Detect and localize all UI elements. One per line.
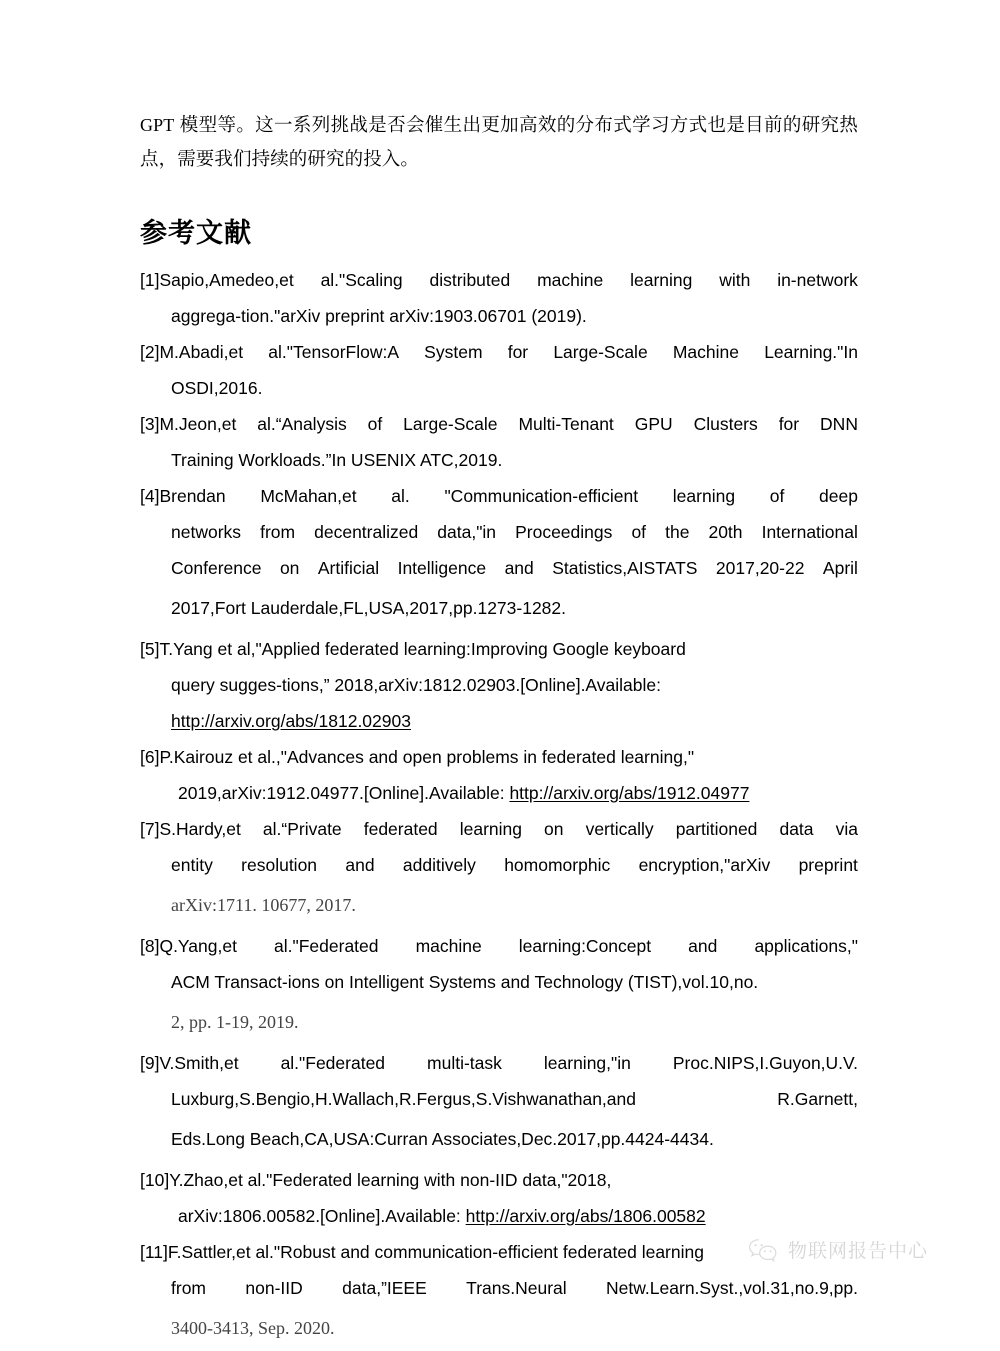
reference-text: and <box>688 936 718 956</box>
reference-text: al. <box>391 486 410 506</box>
reference-text: al."Robust <box>250 1242 336 1262</box>
reference-item <box>140 1045 858 1162</box>
reference-text: Trans.Neural <box>466 1278 567 1298</box>
reference-item <box>140 739 858 811</box>
page-content <box>140 108 858 1351</box>
reference-text: with <box>719 270 751 290</box>
reference-text: [4]Brendan <box>140 486 226 506</box>
reference-text: R.Garnett, <box>777 1089 858 1109</box>
reference-text: in <box>518 747 538 767</box>
intro-paragraph <box>140 108 858 176</box>
reference-text: machine <box>537 270 604 290</box>
reference-url-link[interactable]: http://arxiv.org/abs/1806.00582 <box>465 1206 706 1226</box>
reference-item <box>140 262 858 334</box>
reference-text: System <box>424 342 483 362</box>
reference-text: on <box>544 819 564 839</box>
reference-text: learning:Concept <box>518 936 652 956</box>
reference-text: federated <box>363 819 438 839</box>
reference-text: al."Federated <box>242 1170 353 1190</box>
reference-item <box>140 811 858 928</box>
reference-line: Training Workloads.”In USENIX ATC,2019. <box>171 450 503 470</box>
reference-text: for <box>778 414 800 434</box>
reference-line <box>140 847 858 883</box>
reference-text: data <box>779 819 814 839</box>
reference-line: 2017,Fort Lauderdale,FL,USA,2017,pp.1273-1282. <box>171 598 567 618</box>
reference-line <box>140 478 858 514</box>
reference-line: OSDI,2016. <box>171 378 263 398</box>
reference-text: al.,"Advances <box>252 747 364 767</box>
reference-line <box>140 928 858 964</box>
reference-text: vertically <box>585 819 654 839</box>
reference-text: on <box>279 558 300 578</box>
reference-text: communication-efficient <box>369 1242 559 1262</box>
reference-text: Machine <box>672 342 740 362</box>
reference-text: April <box>822 558 858 578</box>
reference-text: non-IID <box>455 1170 518 1190</box>
reference-text: deep <box>819 486 858 506</box>
reference-line: Eds.Long Beach,CA,USA:Curran Associates,Dec.2017,pp.4424-4434. <box>171 1129 714 1149</box>
reference-text: and <box>345 855 375 875</box>
reference-text: arXiv:1806.00582.[Online].Available: <box>178 1206 466 1226</box>
reference-text: from <box>260 522 296 542</box>
reference-text: learning,"in <box>543 1053 631 1073</box>
reference-line <box>140 703 858 739</box>
reference-text: in-network <box>777 270 858 290</box>
reference-text: Statistics,AISTATS <box>552 558 698 578</box>
reference-text: and <box>504 558 534 578</box>
reference-text: preprint <box>798 855 858 875</box>
reference-text: keyboard <box>608 639 686 659</box>
reference-line <box>140 1162 858 1198</box>
reference-text: homomorphic <box>504 855 611 875</box>
reference-text: 2017,20-22 <box>715 558 805 578</box>
reference-item <box>140 334 858 406</box>
reference-text: [7]S.Hardy,et <box>140 819 241 839</box>
reference-item <box>140 478 858 631</box>
reference-text: problems <box>441 747 519 767</box>
reference-item <box>140 1162 858 1234</box>
reference-text: federated <box>537 747 616 767</box>
reference-text: 20th <box>708 522 743 542</box>
reference-text: [6]P.Kairouz <box>140 747 234 767</box>
reference-text: Google <box>547 639 609 659</box>
reference-text: learning," <box>615 747 695 767</box>
references-heading: 参考文献 <box>140 218 252 248</box>
reference-text: with <box>419 1170 456 1190</box>
reference-text: International <box>761 522 858 542</box>
reference-item <box>140 631 858 739</box>
reference-text: data,”IEEE <box>342 1278 427 1298</box>
reference-text: al."Scaling <box>320 270 403 290</box>
reference-text: Intelligence <box>397 558 487 578</box>
reference-line <box>140 514 858 550</box>
reference-text: Clusters <box>693 414 758 434</box>
reference-text: GPU <box>634 414 673 434</box>
reference-url-link[interactable]: http://arxiv.org/abs/1912.04977 <box>509 783 750 803</box>
reference-text: al."TensorFlow:A <box>268 342 399 362</box>
reference-text: al."Federated <box>274 936 379 956</box>
wechat-icon <box>748 1237 778 1263</box>
reference-line <box>140 1198 858 1234</box>
reference-text: learning <box>352 1170 420 1190</box>
reference-text: of <box>367 414 383 434</box>
reference-text: from <box>171 1278 206 1298</box>
reference-text: "Communication-efficient <box>444 486 639 506</box>
reference-text: Multi-Tenant <box>518 414 614 434</box>
reference-text: and <box>363 747 398 767</box>
reference-text: Large-Scale <box>553 342 648 362</box>
reference-text: [5]T.Yang <box>140 639 213 659</box>
reference-line: query sugges-tions,” 2018,arXiv:1812.02903.[Online].Available: <box>171 675 661 695</box>
reference-text: [10]Y.Zhao,et <box>140 1170 243 1190</box>
reference-text: decentralized <box>314 522 419 542</box>
reference-text: data,"2018, <box>517 1170 612 1190</box>
reference-url-link[interactable]: http://arxiv.org/abs/1812.02903 <box>171 711 411 731</box>
reference-line: arXiv:1711. 10677, 2017. <box>171 895 356 915</box>
reference-line <box>140 262 858 298</box>
reference-text: Conference <box>171 558 262 578</box>
reference-text: Artificial <box>317 558 380 578</box>
reference-item <box>140 928 858 1045</box>
reference-text: DNN <box>820 414 858 434</box>
reference-line <box>140 334 858 370</box>
reference-text: and <box>335 1242 370 1262</box>
reference-text: [11]F.Sattler,et <box>140 1242 251 1262</box>
reference-text: applications," <box>754 936 858 956</box>
reference-text: [1]Sapio,Amedeo,et <box>140 270 294 290</box>
reference-text: open <box>397 747 442 767</box>
reference-line <box>140 406 858 442</box>
reference-text: al.“Private <box>262 819 342 839</box>
watermark-label: 物联网报告中心 <box>788 1241 929 1262</box>
reference-text: learning <box>459 819 522 839</box>
reference-text: federated <box>558 1242 637 1262</box>
reference-line <box>140 811 858 847</box>
reference-text: learning:Improving <box>398 639 548 659</box>
reference-text: Netw.Learn.Syst.,vol.31,no.9,pp. <box>606 1278 858 1298</box>
reference-line: ACM Transact-ions on Intelligent Systems and Technology (TIST),vol.10,no. <box>171 972 759 992</box>
reference-text: [3]M.Jeon,et <box>140 414 237 434</box>
reference-text: of <box>769 486 785 506</box>
reference-text: machine <box>415 936 482 956</box>
reference-line <box>140 1081 858 1117</box>
reference-text: of <box>631 522 647 542</box>
reference-item <box>140 406 858 478</box>
reference-text: learning <box>636 1242 704 1262</box>
reference-text: et <box>233 747 253 767</box>
reference-line <box>140 1270 858 1306</box>
reference-text: Learning."In <box>764 342 858 362</box>
reference-text: McMahan,et <box>260 486 357 506</box>
intro-paragraph-text: 模型等。这一系列挑战是否会催生出更加高效的分布式学习方式也是目前的研究热点，需要我们持续的研究的投入。 <box>140 114 858 169</box>
reference-text: for <box>507 342 529 362</box>
reference-line: aggrega-tion."arXiv preprint arXiv:1903.06701 (2019). <box>171 306 587 326</box>
reference-text: al.“Analysis <box>257 414 347 434</box>
reference-text: al,"Applied <box>232 639 321 659</box>
reference-text: Proc.NIPS,I.Guyon,U.V. <box>672 1053 858 1073</box>
reference-text: learning <box>630 270 693 290</box>
references-list <box>140 262 858 1351</box>
reference-text: resolution <box>241 855 318 875</box>
reference-line <box>140 739 858 775</box>
reference-text: [9]V.Smith,et <box>140 1053 239 1073</box>
reference-text: Large-Scale <box>403 414 498 434</box>
reference-text: multi-task <box>427 1053 502 1073</box>
reference-text: the <box>665 522 690 542</box>
reference-text: [8]Q.Yang,et <box>140 936 237 956</box>
reference-text: data,"in <box>437 522 497 542</box>
reference-text: networks <box>171 522 242 542</box>
reference-text: encryption,"arXiv <box>638 855 771 875</box>
reference-line: 3400-3413, Sep. 2020. <box>171 1318 335 1338</box>
reference-line <box>140 775 858 811</box>
reference-text: Proceedings <box>515 522 613 542</box>
reference-text: additively <box>402 855 476 875</box>
reference-text: et <box>212 639 233 659</box>
reference-text: 2019,arXiv:1912.04977.[Online].Available: <box>178 783 510 803</box>
footer-watermark <box>748 1236 928 1263</box>
reference-text: via <box>835 819 858 839</box>
reference-text: distributed <box>429 270 511 290</box>
reference-text: [2]M.Abadi,et <box>140 342 244 362</box>
reference-line <box>140 550 858 586</box>
reference-text: partitioned <box>675 819 758 839</box>
reference-text: learning <box>672 486 736 506</box>
reference-text: al."Federated <box>280 1053 386 1073</box>
intro-latin-prefix: GPT <box>140 115 175 135</box>
reference-text: Luxburg,S.Bengio,H.Wallach,R.Fergus,S.Vishwanathan,and <box>171 1089 636 1109</box>
reference-line: 2, pp. 1-19, 2019. <box>171 1012 299 1032</box>
reference-text: entity <box>171 855 213 875</box>
reference-text: non-IID <box>245 1278 303 1298</box>
reference-line <box>140 631 858 667</box>
reference-line <box>140 1045 858 1081</box>
reference-text: federated <box>320 639 399 659</box>
